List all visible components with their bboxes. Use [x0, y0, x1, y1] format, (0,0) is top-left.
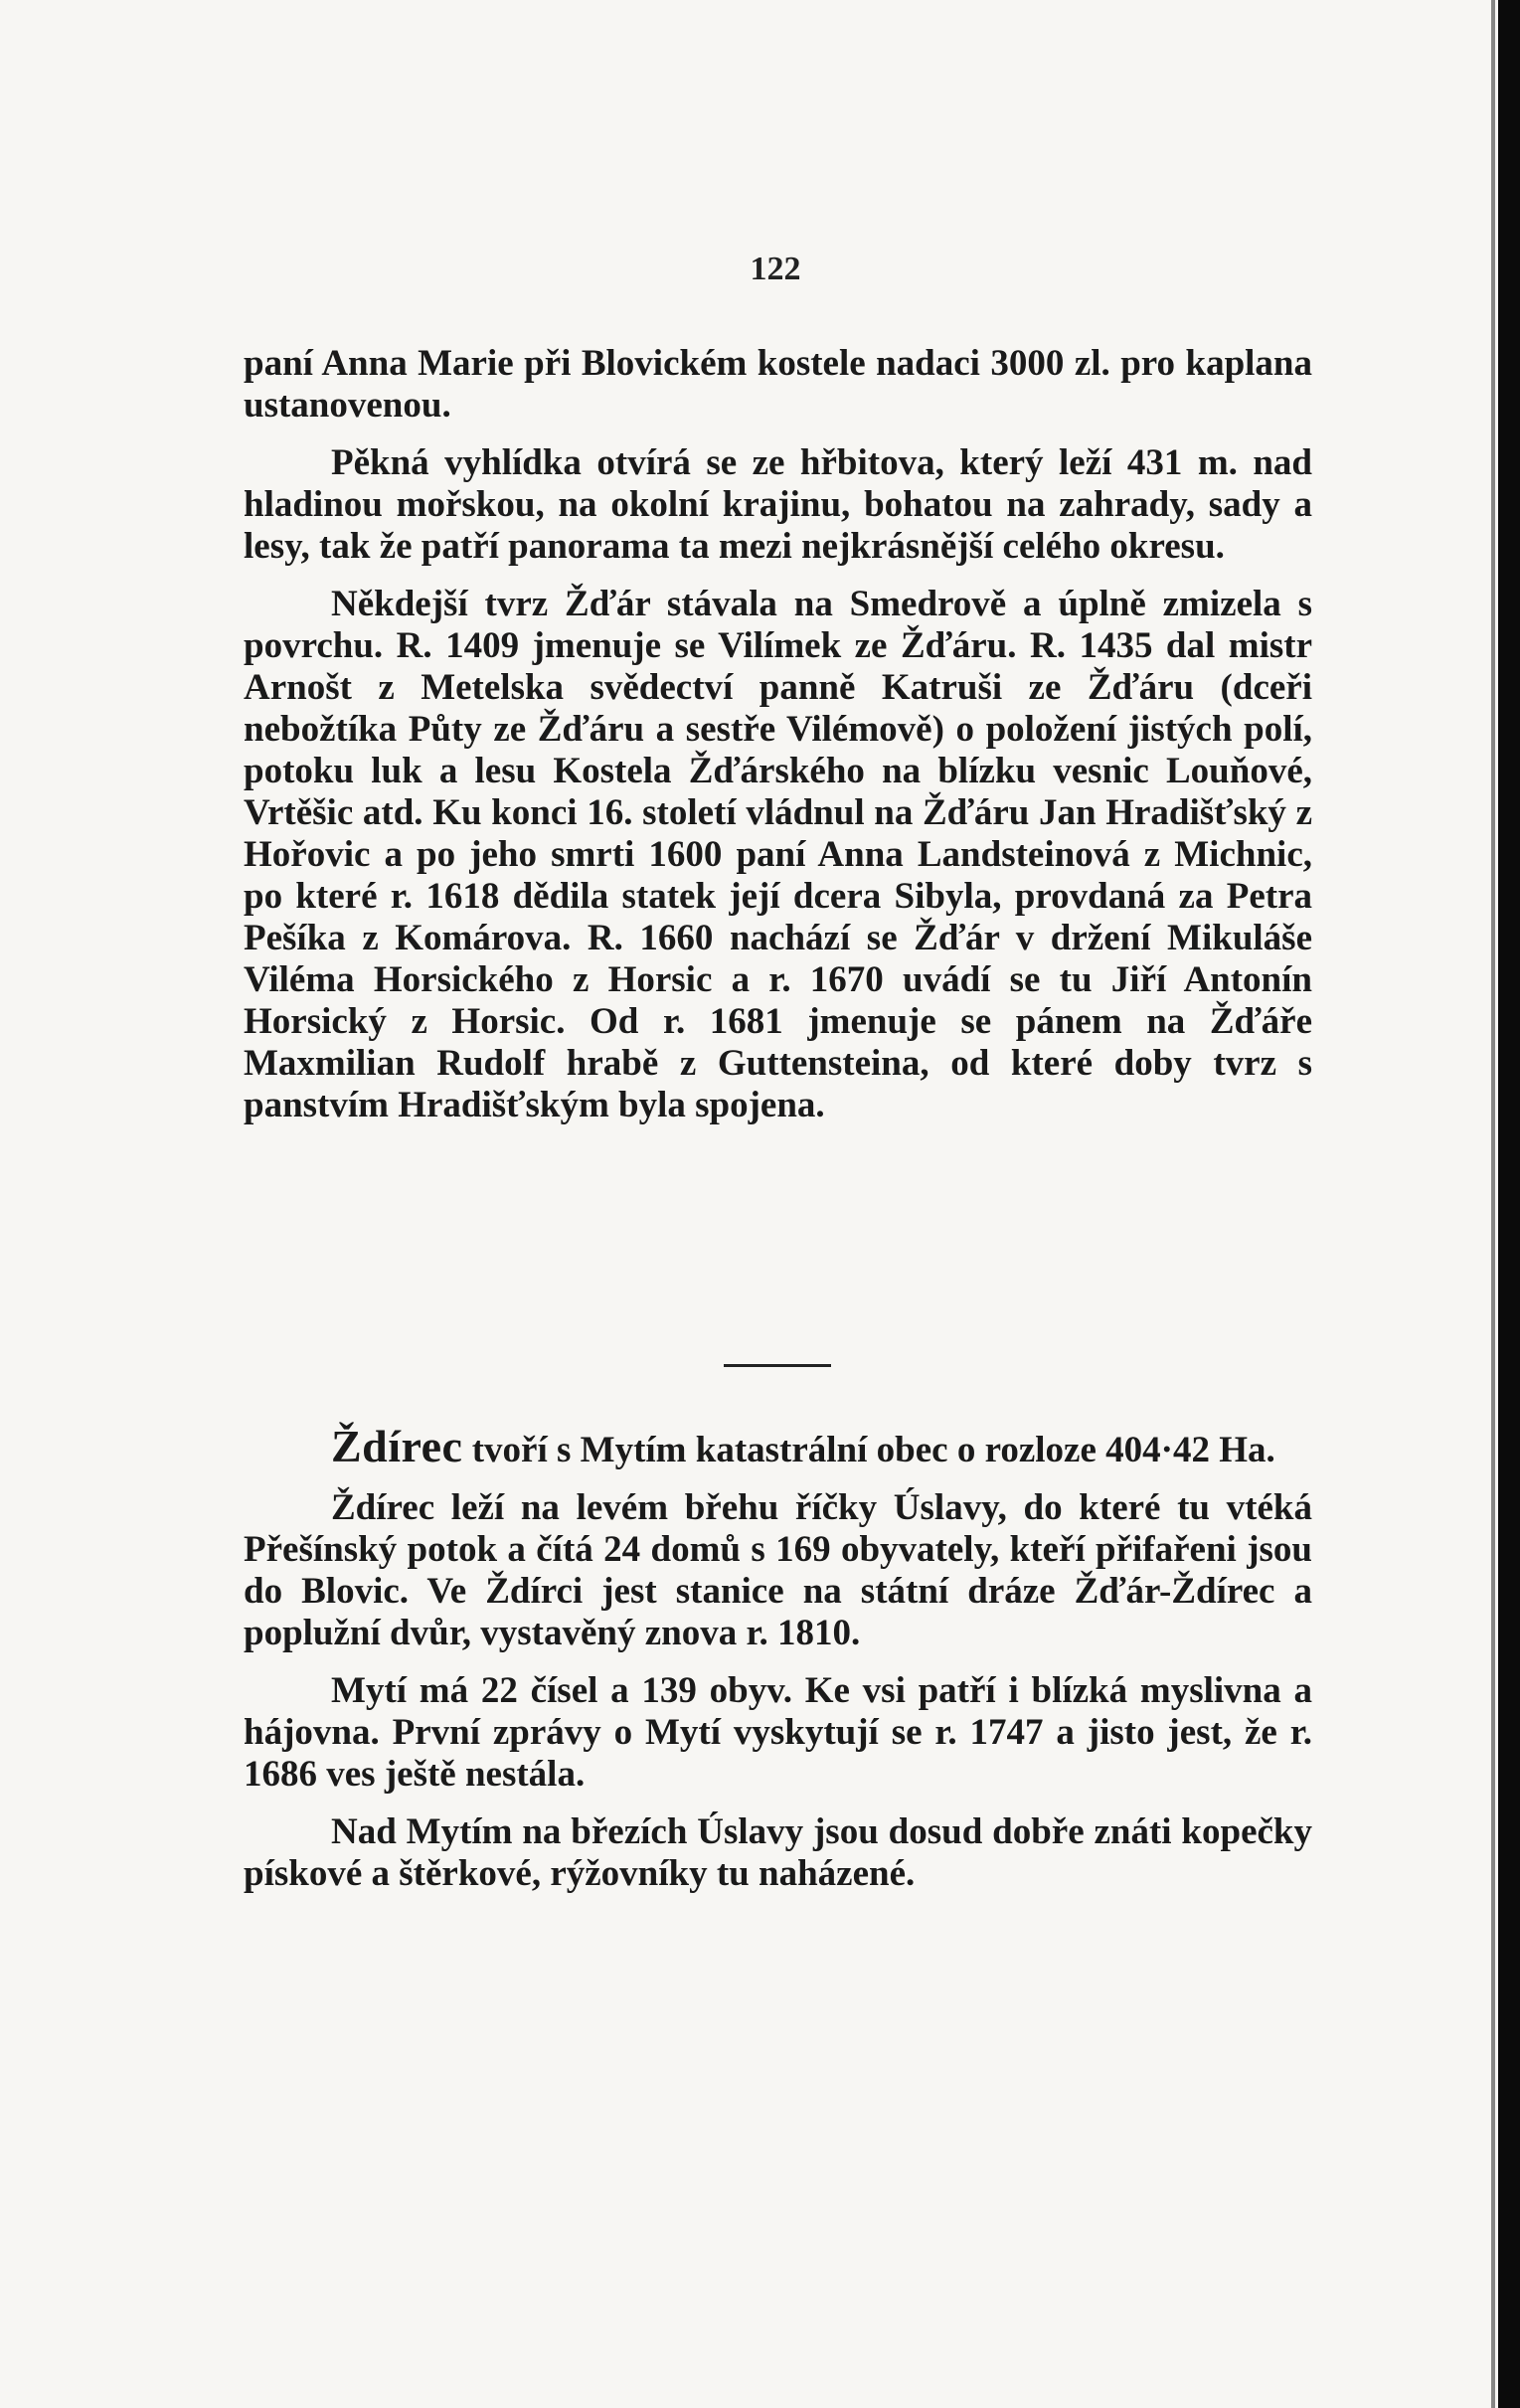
section-zdirec: [244, 1421, 1312, 1895]
paragraph: Mytí má 22 čísel a 139 obyv. Ke vsi patří i blízká myslivna a hájovna. První zprávy o Mytí vyskytují se r. 1747 a jisto jest, že r. 1686 ves ještě nestála.: [244, 1670, 1312, 1795]
paragraph-lead: [244, 1421, 1312, 1471]
page-edge-shadow: [1491, 0, 1495, 2408]
section-heading-word: Ždírec: [331, 1421, 463, 1471]
section-smedrov: [244, 343, 1312, 1126]
paragraph: Ždírec leží na levém břehu říčky Úslavy, do které tu vtéká Přešínský potok a čítá 24 domů s 169 obyvately, kteří přifařeni jsou do Blovic. Ve Ždírci jest stanice na státní dráze Žďár-Ždírec a poplužní dvůr, vystavěný znova r. 1810.: [244, 1487, 1312, 1653]
paragraph: Někdejší tvrz Žďár stávala na Smedrově a úplně zmizela s povrchu. R. 1409 jmenuje se Vilímek ze Žďáru. R. 1435 dal mistr Arnošt z Metelska svědectví panně Katruši ze Žďáru (dceři nebožtíka Půty ze Žďáru a sestře Vilémově) o položení jistých polí, potoku luk a lesu Kostela Žďárského na blízku vesnic Louňové, Vrtěšic atd. Ku konci 16. století vládnul na Žďáru Jan Hradišťský z Hořovic a po jeho smrti 1600 paní Anna Landsteinová z Michnic, po které r. 1618 dědila statek její dcera Sibyla, provdaná za Petra Pešíka z Komárova. R. 1660 nachází se Žďár v držení Mikuláše Viléma Horsického z Horsic a r. 1670 uvádí se tu Jiří Antonín Horsický z Horsic. Od r. 1681 jmenuje se pánem na Žďáře Maxmilian Rudolf hrabě z Guttensteina, od které doby tvrz s panstvím Hradišťským byla spojena.: [244, 584, 1312, 1125]
paragraph: Nad Mytím na březích Úslavy jsou dosud dobře znáti kopečky pískové a štěrkové, rýžovníky tu naházené.: [244, 1811, 1312, 1894]
paragraph: paní Anna Marie při Blovickém kostele nadaci 3000 zl. pro kaplana ustanovenou.: [244, 343, 1312, 426]
paragraph: Pěkná vyhlídka otvírá se ze hřbitova, který leží 431 m. nad hladinou mořskou, na okolní krajinu, bohatou na zahrady, sady a lesy, tak že patří panorama ta mezi nejkrásnější celého okresu.: [244, 442, 1312, 567]
section-divider: [724, 1364, 831, 1367]
page-number: 122: [750, 251, 801, 287]
lead-text: tvoří s Mytím katastrální obec o rozloze 404·42 Ha.: [462, 1430, 1275, 1470]
